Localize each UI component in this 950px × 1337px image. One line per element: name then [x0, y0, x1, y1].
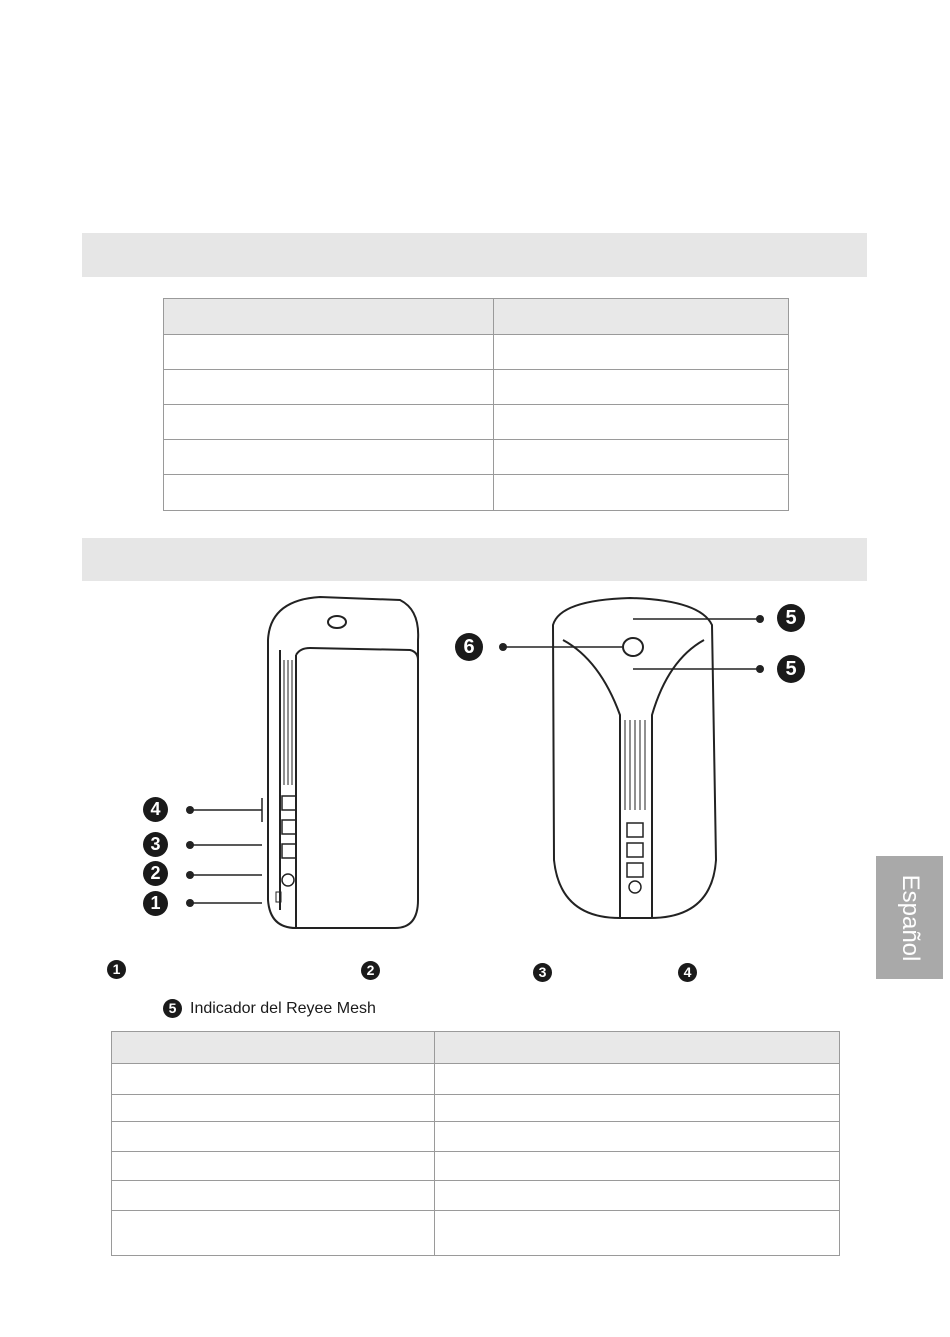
callout-1: 1 — [143, 891, 168, 916]
legend-badge-1: 1 — [107, 960, 126, 979]
legend-badge-2: 2 — [361, 961, 380, 980]
callout-5-top: 5 — [777, 604, 805, 632]
legend-badge-5: 5 — [163, 999, 182, 1018]
legend-badge-3: 3 — [533, 963, 552, 982]
table-row — [164, 370, 789, 405]
spec-table-1 — [163, 298, 789, 511]
section-header-band-2 — [82, 538, 867, 581]
legend-badge-4: 4 — [678, 963, 697, 982]
spec-table-2 — [111, 1031, 840, 1256]
table-row — [164, 405, 789, 440]
table-row — [112, 1064, 840, 1095]
table-row — [112, 1211, 840, 1256]
table-row — [112, 1095, 840, 1122]
table-row — [112, 1152, 840, 1181]
table-row — [112, 1122, 840, 1152]
table-header-row — [112, 1032, 840, 1064]
callout-3: 3 — [143, 832, 168, 857]
language-tab-label: Español — [896, 874, 924, 961]
table-row — [164, 475, 789, 511]
callout-5-bottom: 5 — [777, 655, 805, 683]
router-side-view — [268, 597, 418, 928]
language-tab[interactable] — [876, 856, 943, 979]
section-header-band-1 — [82, 233, 867, 277]
table-row — [164, 335, 789, 370]
callout-6: 6 — [455, 633, 483, 661]
callout-4: 4 — [143, 797, 168, 822]
router-diagram — [0, 585, 870, 935]
table-row — [164, 440, 789, 475]
callout-2: 2 — [143, 861, 168, 886]
table-row — [112, 1181, 840, 1211]
table-header-row — [164, 299, 789, 335]
legend-caption-mesh-indicator: Indicador del Reyee Mesh — [190, 1000, 376, 1017]
router-front-view — [553, 598, 716, 918]
